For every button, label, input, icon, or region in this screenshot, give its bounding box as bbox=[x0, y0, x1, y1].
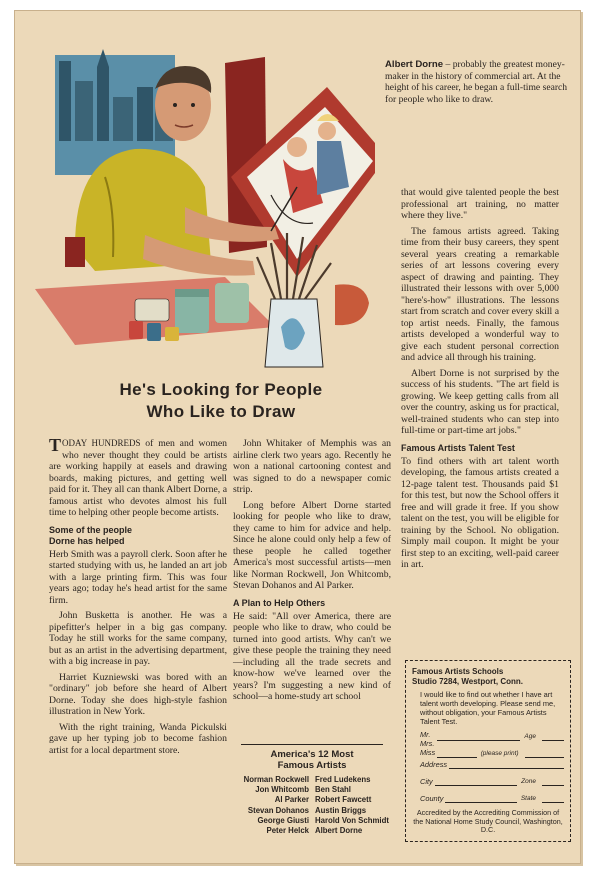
label-address: Address bbox=[420, 760, 448, 769]
name-line[interactable] bbox=[437, 733, 520, 741]
artist-name: Jon Whitcomb bbox=[255, 785, 309, 795]
age-line[interactable] bbox=[542, 733, 564, 741]
artist-name: Fred Ludekens bbox=[315, 775, 371, 784]
paragraph: Harriet Kuzniewski was bored with an "ordinary" job before she heard of Albert Dorne. Today she does high-style fashion illustration in New York. bbox=[49, 671, 227, 717]
accreditation-note: Accredited by the Accrediting Commission of the National Home Study Council, Washington, D.C. bbox=[413, 808, 563, 835]
paragraph: Herb Smith was a payroll clerk. Soon after he started studying with us, he landed an art job with a large printing firm. This was four years ago; today he's head artist for the same firm. bbox=[49, 548, 227, 606]
paragraph: Albert Dorne is not surprised by the success of his students. "The art field is growing. We keep getting calls from all over the country, asking us for practical, well-trained students who can step into full-time or part-time art jobs." bbox=[401, 367, 559, 436]
illustration-caption bbox=[385, 59, 570, 105]
headline bbox=[51, 379, 391, 423]
name-field-row[interactable] bbox=[412, 730, 564, 758]
paragraph: John Whitaker of Memphis was an airline clerk two years ago. Recently he won a national cartooning contest and was signed to do a newspaper comic strip. bbox=[233, 438, 391, 495]
subhead-plan: A Plan to Help Others bbox=[233, 597, 326, 608]
intro-text: of men and women who never thought they could be artists are working happily at easels and drawing boards, making pictures, and getting well paid for it. They all can thank Albert Dorne, a famous artist who devotes almost his full time to helping other people become artists. bbox=[49, 438, 227, 518]
intro-paragraph bbox=[49, 435, 227, 519]
artist-illustration bbox=[35, 27, 375, 375]
subhead-helped bbox=[49, 525, 227, 547]
paragraph: He said: "All over America, there are people who like to draw, who could be turned into good artists. Why can't we give these people the training they need—including all the trade secrets and know-how we've learned over the years? I'm suggesting a new kind of school—a home-study art school bbox=[233, 610, 391, 702]
county-state-field[interactable] bbox=[420, 794, 564, 803]
paragraph: John Busketta is another. He was a pipefitter's helper in a big gas company. Today he still works for the same company, but as an artist in the advertising department, with a big increase in pay. bbox=[49, 610, 227, 667]
artist-name: Stevan Dohanos bbox=[247, 805, 309, 815]
headline-line1: He's Looking for People bbox=[119, 380, 323, 399]
paragraph: To find others with art talent worth developing, the famous artists created a 12-page talent test. Thousands paid $1 for this test, but now the School offers it free and will grade it free. If you show talent on the test, you will be eligible for training by the School. No obligation. Simply mail coupon. It might be your first step to an exciting, well-paid career in art. bbox=[401, 455, 559, 570]
label-zone: Zone bbox=[521, 778, 536, 785]
label-mrs: Mrs. bbox=[420, 739, 435, 748]
label-please-print: (please print) bbox=[480, 750, 519, 757]
label-county: County bbox=[420, 794, 444, 803]
divider bbox=[241, 744, 383, 745]
subhead-talent-test: Famous Artists Talent Test bbox=[401, 442, 515, 453]
artist-name: Peter Helck bbox=[266, 826, 309, 836]
ad-page bbox=[14, 10, 581, 864]
paragraph: Long before Albert Dorne started looking for people who like to draw, they came to him for advice and help. Since he alone could only help a few of these people he called together America's most successful artists—men like Norman Rockwell, Jon Whitcomb, Stevan Dohanos and Al Parker. bbox=[233, 499, 391, 591]
coupon-school: Famous Artists Schools bbox=[412, 667, 504, 676]
column-2 bbox=[233, 438, 391, 707]
artist-name: Ben Stahl bbox=[315, 785, 351, 795]
famous-artists-list bbox=[229, 744, 395, 836]
label-mr: Mr. bbox=[420, 730, 431, 739]
artists-title-line2: Famous Artists bbox=[277, 760, 347, 771]
label-city: City bbox=[420, 777, 433, 786]
artist-name: Al Parker bbox=[274, 795, 309, 805]
coupon-body: I would like to find out whether I have art talent worth developing. Please send me, without obligation, your Famous Artists Talent Test. bbox=[420, 690, 556, 726]
paragraph: With the right training, Wanda Pickulski gave up her typing job to become fashion artist for a local department store. bbox=[49, 721, 227, 756]
artist-names bbox=[229, 775, 395, 836]
headline-line2: Who Like to Draw bbox=[146, 402, 296, 421]
label-miss: Miss bbox=[420, 748, 436, 757]
artist-name: Norman Rockwell bbox=[243, 775, 309, 784]
address-field[interactable] bbox=[420, 760, 564, 769]
subhead-helped-line2: Dorne has helped bbox=[49, 535, 125, 546]
column-1 bbox=[49, 435, 227, 760]
mail-coupon[interactable] bbox=[405, 660, 571, 842]
artist-name: George Giusti bbox=[257, 815, 309, 825]
drop-cap: T bbox=[49, 435, 62, 455]
paragraph: that would give talented people the best professional art training, no matter where they live." bbox=[401, 187, 559, 221]
artist-name: Robert Fawcett bbox=[315, 795, 372, 805]
city-zone-field[interactable] bbox=[420, 777, 564, 786]
coupon-studio: Studio 7284, Westport, Conn. bbox=[412, 677, 523, 686]
subhead-helped-line1: Some of the people bbox=[49, 524, 133, 535]
caption-name: Albert Dorne bbox=[385, 59, 444, 70]
artists-title-line1: America's 12 Most bbox=[270, 749, 354, 760]
intro-smallcaps: ODAY HUNDREDS bbox=[62, 438, 141, 448]
label-state: State bbox=[520, 795, 536, 802]
label-age: Age bbox=[524, 733, 536, 740]
artist-name: Austin Briggs bbox=[315, 805, 367, 815]
paragraph: The famous artists agreed. Taking time from their busy careers, they spent several years creating a remarkable series of art lessons covering every aspect of drawing and painting. They illustrated their lessons with over 5,000 "here's-how" illustrations. The lessons start from scratch and cover every skill a top artist needs. Finally, the famous artists developed a wonderful way to give each student personal correction and advice all through his training. bbox=[401, 225, 559, 363]
caption-text: – probably the greatest money-maker in the history of commercial art. At the height of his career, he began a full-time search for people who like to draw. bbox=[385, 59, 568, 105]
artist-name: Albert Dorne bbox=[315, 826, 363, 836]
artist-name: Harold Von Schmidt bbox=[315, 815, 389, 825]
column-3 bbox=[401, 187, 559, 575]
